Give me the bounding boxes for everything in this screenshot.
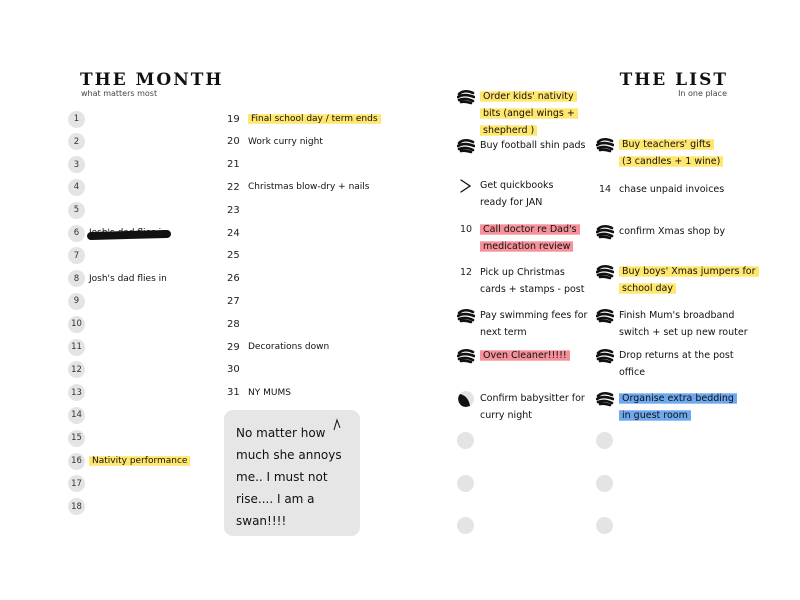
task-item[interactable]: [457, 307, 587, 341]
day-row[interactable]: [227, 201, 244, 219]
day-event-text: Final school day / term ends: [248, 113, 381, 125]
day-row[interactable]: [68, 292, 85, 310]
day-number: 26: [227, 273, 240, 285]
day-row[interactable]: [227, 247, 244, 265]
task-item[interactable]: [457, 221, 580, 255]
day-row[interactable]: [227, 292, 244, 310]
task-text: Pay swimming fees for next term: [480, 310, 588, 338]
task-item[interactable]: [457, 390, 585, 424]
pen-mark-icon: [332, 418, 342, 432]
day-row[interactable]: [68, 247, 85, 265]
done-scribble-icon[interactable]: [596, 136, 614, 154]
day-row[interactable]: [227, 338, 329, 356]
task-text: Finish Mum's broadband switch + set up new router: [619, 310, 748, 338]
done-scribble-icon[interactable]: [457, 88, 475, 106]
day-number: 29: [227, 341, 240, 353]
task-text: Confirm babysitter for curry night: [480, 393, 585, 421]
task-item[interactable]: [596, 347, 734, 381]
empty-task-slot[interactable]: [457, 475, 474, 492]
day-number: 12: [68, 361, 85, 378]
day-number: 14: [68, 407, 85, 424]
day-row[interactable]: [227, 133, 323, 151]
day-number: 18: [68, 498, 85, 515]
day-row[interactable]: [68, 315, 85, 333]
day-row[interactable]: [68, 361, 85, 379]
empty-task-slot[interactable]: [596, 517, 613, 534]
day-number: 22: [227, 181, 240, 193]
day-row[interactable]: [68, 178, 85, 196]
day-row[interactable]: [68, 224, 167, 242]
day-event-text: Christmas blow-dry + nails: [248, 182, 370, 193]
day-row[interactable]: [227, 361, 244, 379]
task-text: Get quickbooks ready for JAN: [480, 180, 554, 208]
day-row[interactable]: [227, 270, 244, 288]
day-number: 19: [227, 113, 240, 125]
day-number: 8: [68, 270, 85, 287]
empty-task-slot[interactable]: [457, 517, 474, 534]
day-number: 10: [68, 316, 85, 333]
day-number: 9: [68, 293, 85, 310]
day-number: 30: [227, 364, 240, 376]
day-event-text: Decorations down: [248, 342, 330, 352]
day-number: 6: [68, 225, 85, 242]
in-progress-icon[interactable]: [457, 390, 475, 408]
done-scribble-icon[interactable]: [596, 390, 614, 408]
day-number: 23: [227, 204, 240, 216]
task-text: chase unpaid invoices: [619, 184, 725, 195]
day-row[interactable]: [227, 224, 244, 242]
task-item[interactable]: [596, 307, 748, 341]
empty-task-slot[interactable]: [596, 432, 613, 449]
done-scribble-icon[interactable]: [457, 307, 475, 325]
day-row[interactable]: [227, 110, 381, 128]
task-item[interactable]: [457, 264, 584, 298]
day-number: 27: [227, 295, 240, 307]
day-row[interactable]: [68, 475, 85, 493]
task-text: Drop returns at the post office: [619, 350, 734, 378]
migrated-arrow-icon[interactable]: [457, 177, 475, 195]
month-subtitle: what matters most: [81, 89, 158, 98]
task-text: Order kids' nativity bits (angel wings + shepherd ): [480, 90, 578, 137]
task-date-number: 12: [459, 267, 473, 278]
task-date-number: 10: [459, 224, 473, 235]
day-number: 13: [68, 384, 85, 401]
day-number: 20: [227, 136, 240, 148]
done-scribble-icon[interactable]: [457, 137, 475, 155]
task-item[interactable]: [457, 88, 578, 139]
day-row[interactable]: [68, 384, 85, 402]
day-number: 25: [227, 250, 240, 262]
task-text: Buy boys' Xmas jumpers for school day: [619, 265, 759, 295]
day-number: 28: [227, 318, 240, 330]
done-scribble-icon[interactable]: [596, 223, 614, 241]
month-title: THE MONTH: [80, 70, 224, 90]
day-number: 24: [227, 227, 240, 239]
day-row[interactable]: [68, 270, 167, 288]
task-text: Buy teachers' gifts (3 candles + 1 wine): [619, 138, 723, 168]
day-event-text: NY MUMS: [248, 387, 291, 398]
day-row[interactable]: [227, 178, 369, 196]
day-row[interactable]: [68, 156, 85, 174]
empty-task-slot[interactable]: [596, 475, 613, 492]
task-item[interactable]: [596, 181, 724, 198]
task-text: Organise extra bedding in guest room: [619, 392, 737, 422]
list-subtitle: In one place: [678, 89, 727, 98]
day-row[interactable]: [68, 452, 190, 470]
task-item[interactable]: [596, 390, 737, 424]
day-row[interactable]: [68, 338, 85, 356]
scribble-out-mark: [87, 230, 171, 240]
day-event-text: [89, 228, 167, 238]
list-title: THE LIST: [619, 70, 728, 90]
sticky-note-text: No matter how much she annoys me.. I must not rise.... I am a swan!!!!: [236, 426, 342, 528]
task-item[interactable]: [596, 136, 723, 170]
day-row[interactable]: [68, 498, 85, 516]
task-text: Call doctor re Dad's medication review: [480, 223, 580, 253]
day-row[interactable]: [68, 406, 85, 424]
day-number: 15: [68, 430, 85, 447]
task-item[interactable]: [457, 177, 553, 211]
day-row[interactable]: [68, 429, 85, 447]
day-event-text: Nativity performance: [89, 455, 190, 467]
day-event-text: Work curry night: [248, 136, 323, 147]
day-number: 7: [68, 247, 85, 264]
task-item[interactable]: [596, 263, 759, 297]
empty-task-slot[interactable]: [457, 432, 474, 449]
day-number: 16: [68, 453, 85, 470]
day-number: 21: [227, 159, 240, 171]
day-number: 1: [68, 111, 85, 128]
task-text: Pick up Christmas cards + stamps - post: [480, 267, 585, 295]
day-number: 17: [68, 475, 85, 492]
task-date-number: 14: [598, 184, 612, 195]
day-number: 2: [68, 133, 85, 150]
day-number: 31: [227, 387, 240, 399]
day-row[interactable]: [68, 201, 85, 219]
day-number: 4: [68, 179, 85, 196]
done-scribble-icon[interactable]: [457, 347, 475, 365]
day-number: 5: [68, 202, 85, 219]
day-row[interactable]: [68, 110, 85, 128]
day-number: 3: [68, 156, 85, 173]
day-row[interactable]: [227, 315, 244, 333]
task-item[interactable]: [457, 347, 570, 365]
task-text: Buy football shin pads: [480, 140, 586, 151]
day-number: 11: [68, 339, 85, 356]
day-row[interactable]: [227, 156, 244, 174]
task-item[interactable]: [596, 223, 725, 241]
done-scribble-icon[interactable]: [596, 307, 614, 325]
task-text: Oven Cleaner!!!!!: [480, 349, 570, 362]
sticky-note[interactable]: [224, 410, 360, 536]
done-scribble-icon[interactable]: [596, 263, 614, 281]
day-row[interactable]: [227, 384, 291, 402]
day-event-text: Josh's dad flies in: [89, 273, 167, 284]
day-row[interactable]: [68, 133, 85, 151]
done-scribble-icon[interactable]: [596, 347, 614, 365]
task-item[interactable]: [457, 137, 586, 155]
task-text: confirm Xmas shop by: [619, 226, 726, 237]
